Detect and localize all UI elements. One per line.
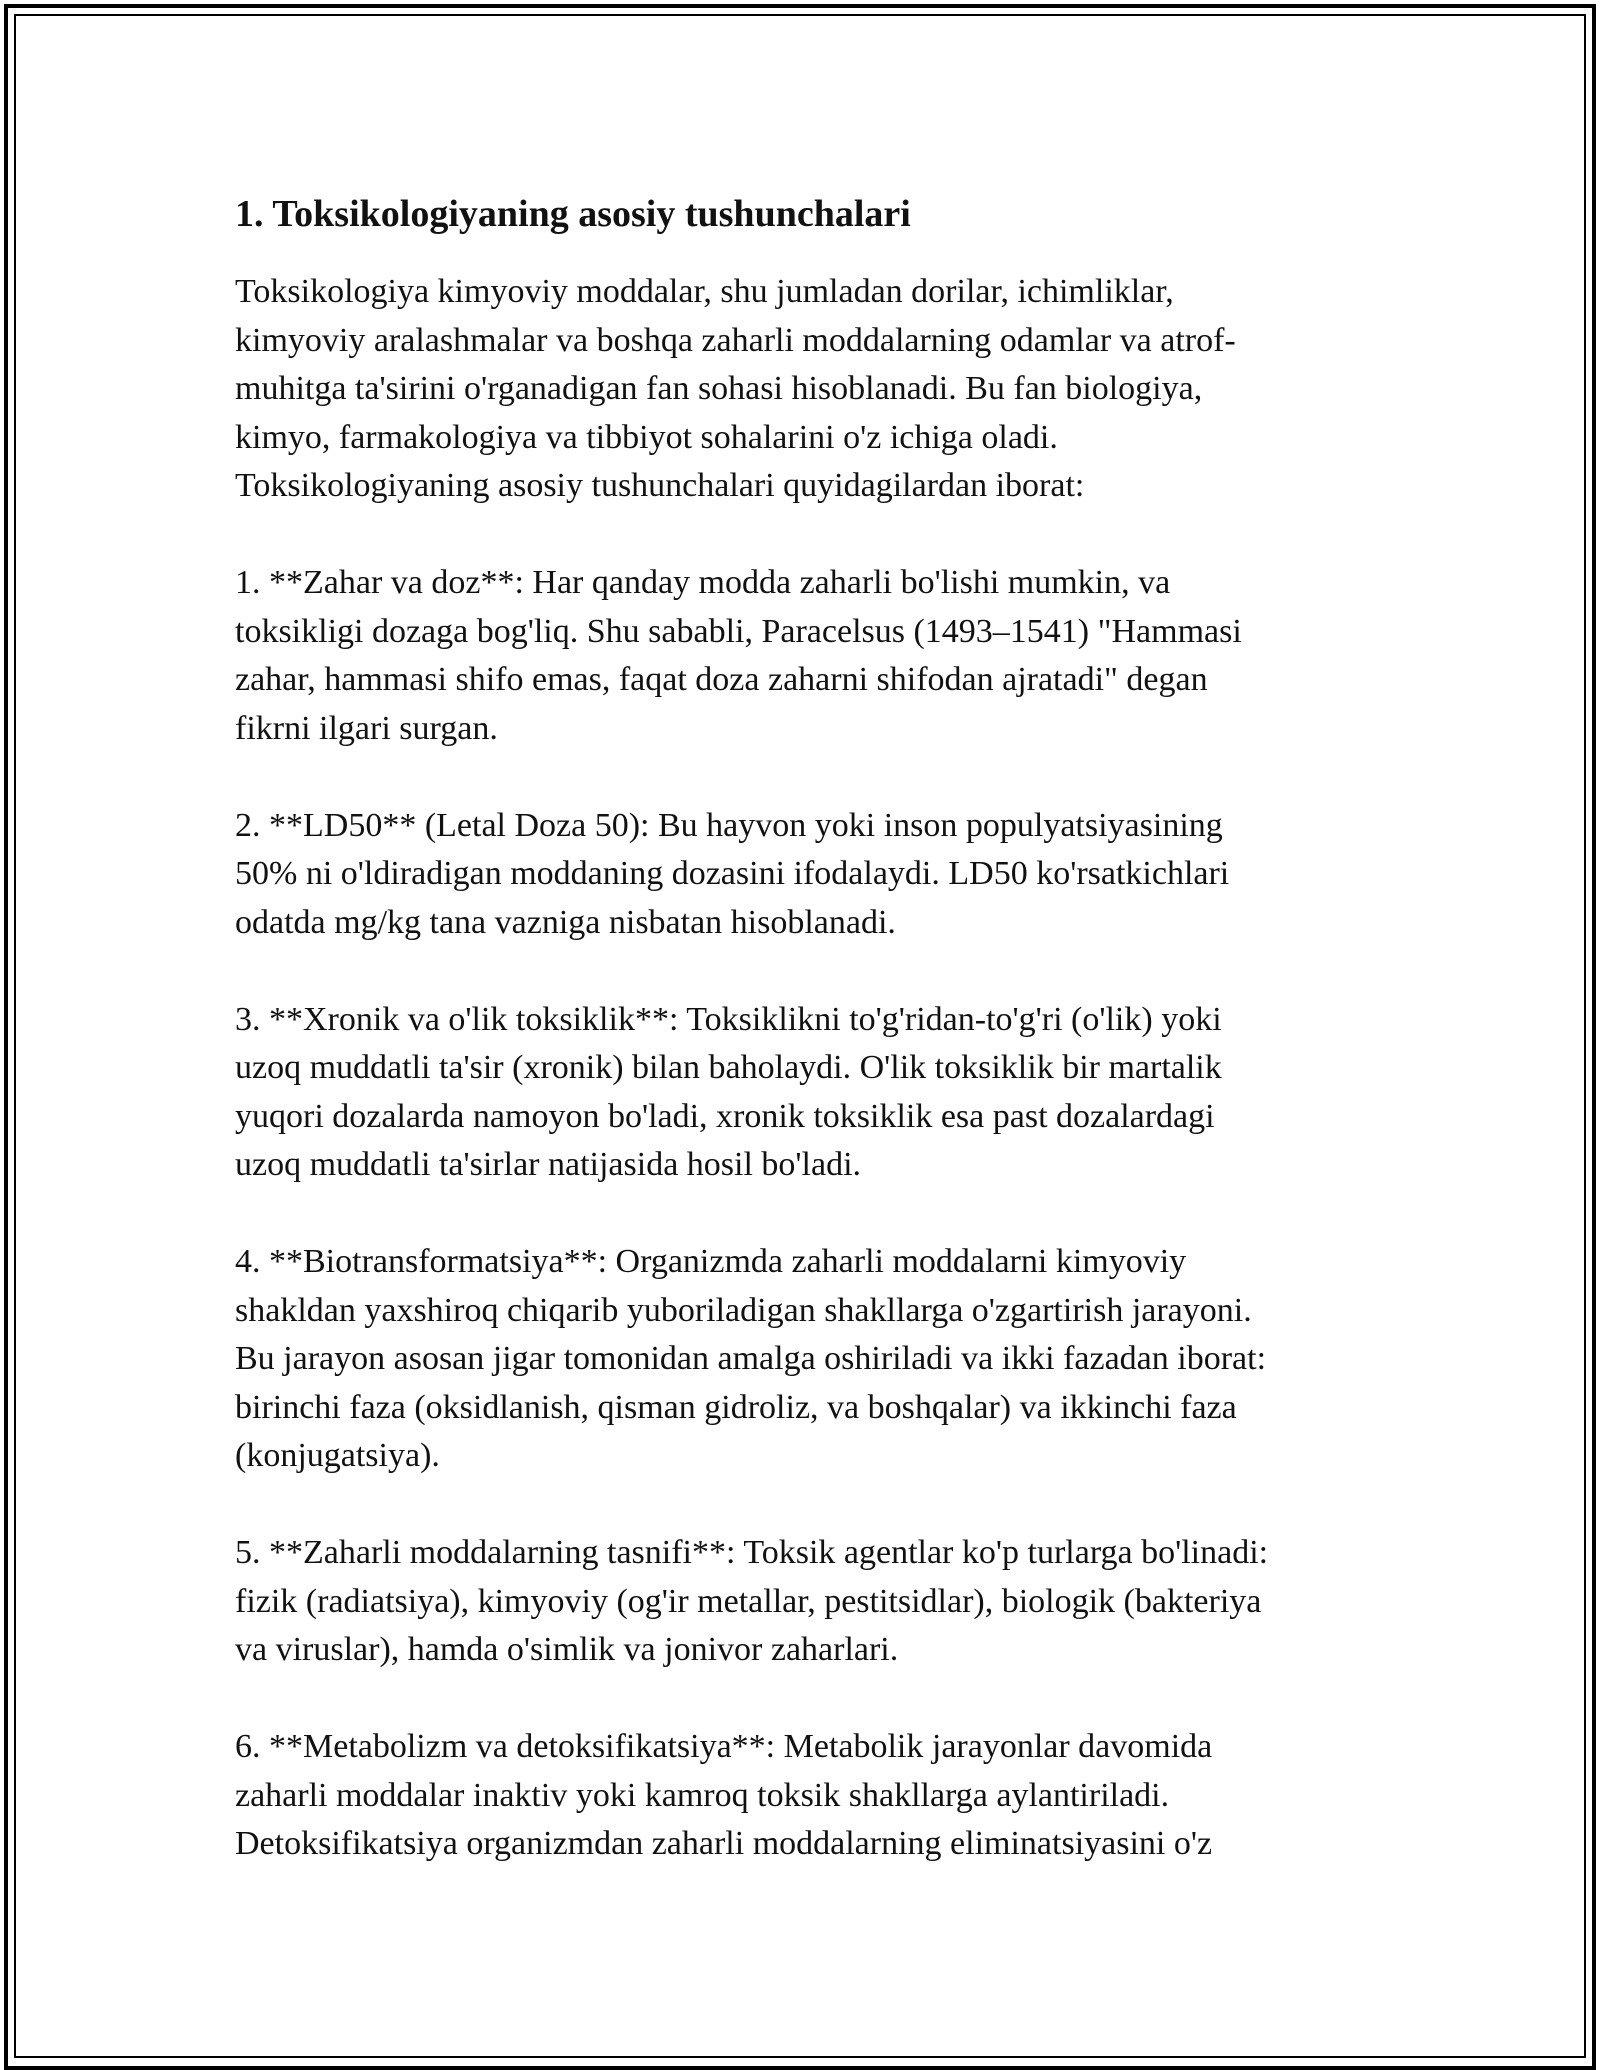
text-line: 50% ni o'ldiradigan moddaning dozasini ifodalaydi. LD50 ko'rsatkichlari [235, 855, 1230, 892]
paragraph-item-3 [235, 996, 1365, 1190]
text-line: toksikligi dozaga bog'liq. Shu sababli, Paracelsus (1493–1541) "Hammasi [235, 612, 1242, 650]
paragraph-item-4 [235, 1238, 1365, 1481]
paragraph-item-1 [235, 559, 1365, 753]
text-line: zaharli moddalar inaktiv yoki kamroq toksik shakllarga aylantiriladi. [235, 1776, 1170, 1814]
text-line: shakldan yaxshiroq chiqarib yuboriladigan shakllarga o'zgartirish jarayoni. [235, 1291, 1252, 1329]
text-line: (konjugatsiya). [235, 1437, 440, 1474]
text-line: 1. **Zahar va doz**: Har qanday modda zaharli bo'lishi mumkin, va [235, 564, 1171, 601]
text-line: 6. **Metabolizm va detoksifikatsiya**: Metabolik jarayonlar davomida [235, 1728, 1213, 1765]
text-line: uzoq muddatli ta'sir (xronik) bilan baholaydi. O'lik toksiklik bir martalik [235, 1049, 1222, 1086]
text-line: 5. **Zaharli moddalarning tasnifi**: Toksik agentlar ko'p turlarga bo'linadi: [235, 1534, 1269, 1571]
text-line: Toksikologiya kimyoviy moddalar, shu jumladan dorilar, ichimliklar, [235, 273, 1174, 310]
text-line: kimyoviy aralashmalar va boshqa zaharli moddalarning odamlar va atrof- [235, 321, 1236, 359]
text-line: 4. **Biotransformatsiya**: Organizmda zaharli moddalarni kimyoviy [235, 1243, 1187, 1280]
text-line: Toksikologiyaning asosiy tushunchalari quyidagilardan iborat: [235, 467, 1085, 504]
paragraph-item-2 [235, 802, 1365, 948]
text-line: odatda mg/kg tana vazniga nisbatan hisoblanadi. [235, 903, 896, 941]
text-line: 3. **Xronik va o'lik toksiklik**: Toksiklikni to'g'ridan-to'g'ri (o'lik) yoki [235, 1000, 1222, 1038]
text-line: yuqori dozalarda namoyon bo'ladi, xronik toksiklik esa past dozalardagi [235, 1097, 1215, 1135]
document-body [235, 188, 1365, 1917]
section-heading: 1. Toksikologiyaning asosiy tushunchalari [235, 193, 911, 235]
text-line: va viruslar), hamda o'simlik va jonivor zaharlari. [235, 1631, 899, 1668]
text-line: Bu jarayon asosan jigar tomonidan amalga oshiriladi va ikki fazadan iborat: [235, 1340, 1267, 1377]
paragraph-intro [235, 268, 1365, 511]
paragraph-item-5 [235, 1529, 1365, 1675]
paragraph-item-6 [235, 1723, 1365, 1869]
text-line: birinchi faza (oksidlanish, qisman gidroliz, va boshqalar) va ikkinchi faza [235, 1388, 1237, 1426]
text-line: fikrni ilgari surgan. [235, 709, 498, 747]
text-line: uzoq muddatli ta'sirlar natijasida hosil bo'ladi. [235, 1146, 862, 1183]
text-line: zahar, hammasi shifo emas, faqat doza zaharni shifodan ajratadi" degan [235, 661, 1208, 698]
text-line: fizik (radiatsiya), kimyoviy (og'ir metallar, pestitsidlar), biologik (bakteriya [235, 1582, 1262, 1620]
text-line: 2. **LD50** (Letal Doza 50): Bu hayvon yoki inson populyatsiyasining [235, 806, 1223, 844]
text-line: muhitga ta'sirini o'rganadigan fan sohasi hisoblanadi. Bu fan biologiya, [235, 370, 1203, 407]
text-line: Detoksifikatsiya organizmdan zaharli moddalarning eliminatsiyasini o'z [235, 1825, 1213, 1862]
text-line: kimyo, farmakologiya va tibbiyot sohalarini o'z ichiga oladi. [235, 418, 1058, 456]
